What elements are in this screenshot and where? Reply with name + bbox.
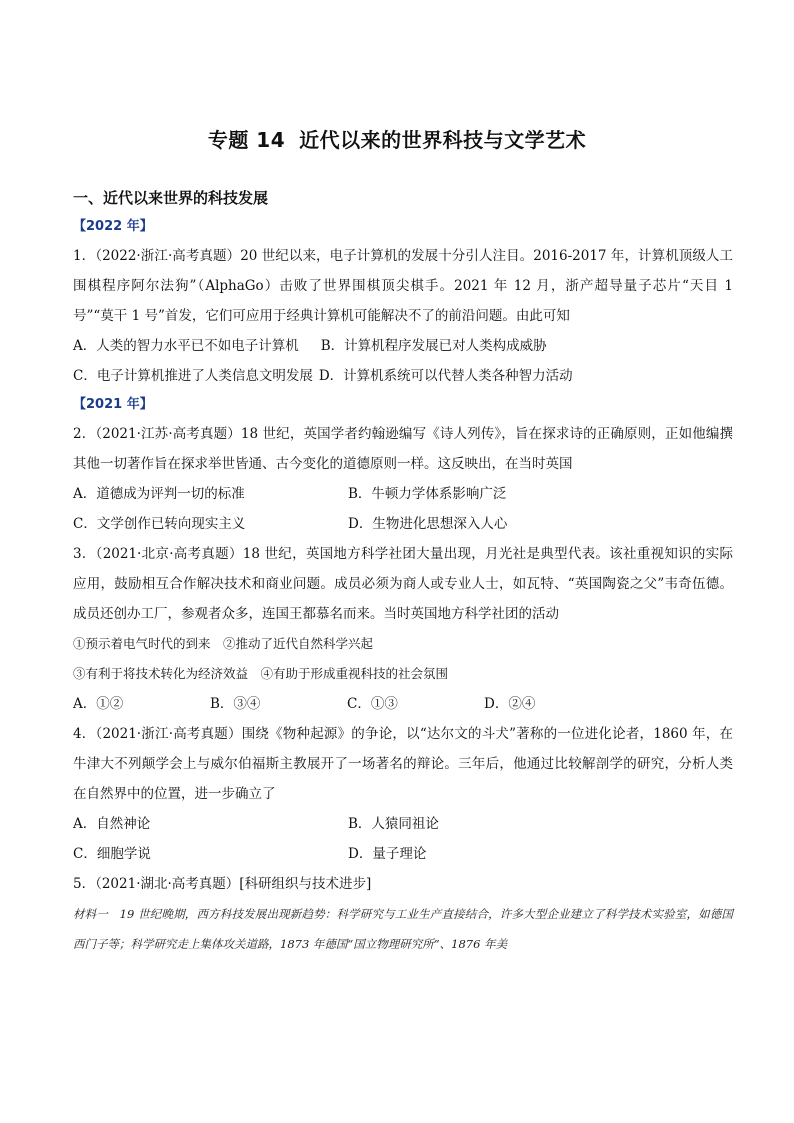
question-2-stem: 2．（2021·江苏·高考真题）18 世纪，英国学者约翰逊编写《诗人列传》，旨在探求诗的正确原则，正如他编撰其他一切著作旨在探求举世皆通、古今变化的道德原则一样。这反映出，在当时英国 (73, 426, 733, 472)
question-4-option-a: A．自然神论 (73, 816, 151, 832)
question-1-options-row-1 (73, 331, 733, 361)
question-2-options-row-2 (73, 509, 733, 539)
question-1-option-a: A．人类的智力水平已不如电子计算机 (73, 338, 299, 354)
question-4-options-row-1 (73, 809, 733, 839)
question-3-option-a: A．①② (73, 696, 124, 712)
question-2-option-a: A．道德成为评判一切的标准 (73, 486, 245, 502)
question-1-options-row-2 (73, 361, 733, 391)
question-4-option-d: D．量子理论 (348, 846, 427, 862)
year-label-2021: 【2021 年】 (73, 397, 153, 412)
section-heading: 一、近代以来世界的科技发展 (73, 189, 269, 207)
question-3-statements-1: ①预示着电气时代的到来 ②推动了近代自然科学兴起 (73, 636, 374, 651)
question-2-options-row-1 (73, 479, 733, 509)
question-5-stem: 5．（2021·湖北·高考真题）[科研组织与技术进步] (73, 876, 372, 892)
question-2 (73, 419, 733, 479)
question-3-stem: 3．（2021·北京·高考真题）18 世纪，英国地方科学社团大量出现，月光社是典型代表。该社重视知识的实际应用，鼓励相互合作解决技术和商业问题。成员必须为商人或专业人士，如瓦特、“英国陶瓷之父”韦奇伍德。成员还创办工厂，参观者众多，连国王都慕名而来。当时英国地方科学社团的活动 (73, 546, 733, 622)
question-2-option-d: D．生物进化思想深入人心 (348, 516, 508, 532)
page-title (0, 124, 794, 153)
question-3-options (73, 689, 733, 719)
question-2-option-b: B．牛顿力学体系影响广泛 (348, 486, 507, 502)
question-4 (73, 719, 733, 809)
question-4-options-row-2 (73, 839, 733, 869)
question-3-statements-2: ③有利于将技术转化为经济效益 ④有助于形成重视科技的社会氛围 (73, 666, 449, 681)
question-5-material: 材料一 19 世纪晚期，西方科技发展出现新趋势：科学研究与工业生产直接结合，许多大型企业建立了科学技术实验室，如德国西门子等；科学研究走上集体攻关道路，1873 年德国“国立物理研究所”、1876 年美 (73, 907, 733, 951)
question-4-option-b: B．人猿同祖论 (348, 816, 439, 832)
question-3 (73, 539, 733, 629)
question-1-option-d: D．计算机系统可以代替人类各种智力活动 (318, 368, 573, 384)
content (73, 183, 733, 959)
question-1 (73, 241, 733, 331)
question-3-option-d: D．②④ (484, 696, 536, 712)
question-5 (73, 869, 733, 899)
year-label-2022: 【2022 年】 (73, 219, 153, 234)
title-number: 专题 14 (207, 128, 286, 152)
question-1-option-b: B．计算机程序发展已对人类构成威胁 (320, 338, 547, 354)
question-3-option-c: C．①③ (347, 696, 398, 712)
question-3-option-b: B．③④ (210, 696, 261, 712)
question-4-option-c: C．细胞学说 (73, 846, 151, 862)
question-2-option-c: C．文学创作已转向现实主义 (73, 516, 246, 532)
question-1-option-c: C．电子计算机推进了人类信息文明发展 (73, 368, 313, 384)
title-text: 近代以来的世界科技与文学艺术 (299, 128, 587, 152)
question-4-stem: 4．（2021·浙江·高考真题）围绕《物种起源》的争论，以“达尔文的斗犬”著称的一位进化论者，1860 年，在牛津大不列颠学会上与威尔伯福斯主教展开了一场著名的辩论。三年后，他通过比较解剖学的研究，分析人类在自然界中的位置，进一步确立了 (73, 726, 733, 802)
question-1-stem: 1．（2022·浙江·高考真题）20 世纪以来，电子计算机的发展十分引人注目。2016-2017 年，计算机顶级人工围棋程序阿尔法狗”（AlphaGo）击败了世界围棋顶尖棋手。2021 年 12 月，浙产超导量子芯片“天目 1 号”“莫干 1 号”首发，它们可应用于经典计算机可能解决不了的前沿问题。由此可知 (73, 248, 733, 324)
